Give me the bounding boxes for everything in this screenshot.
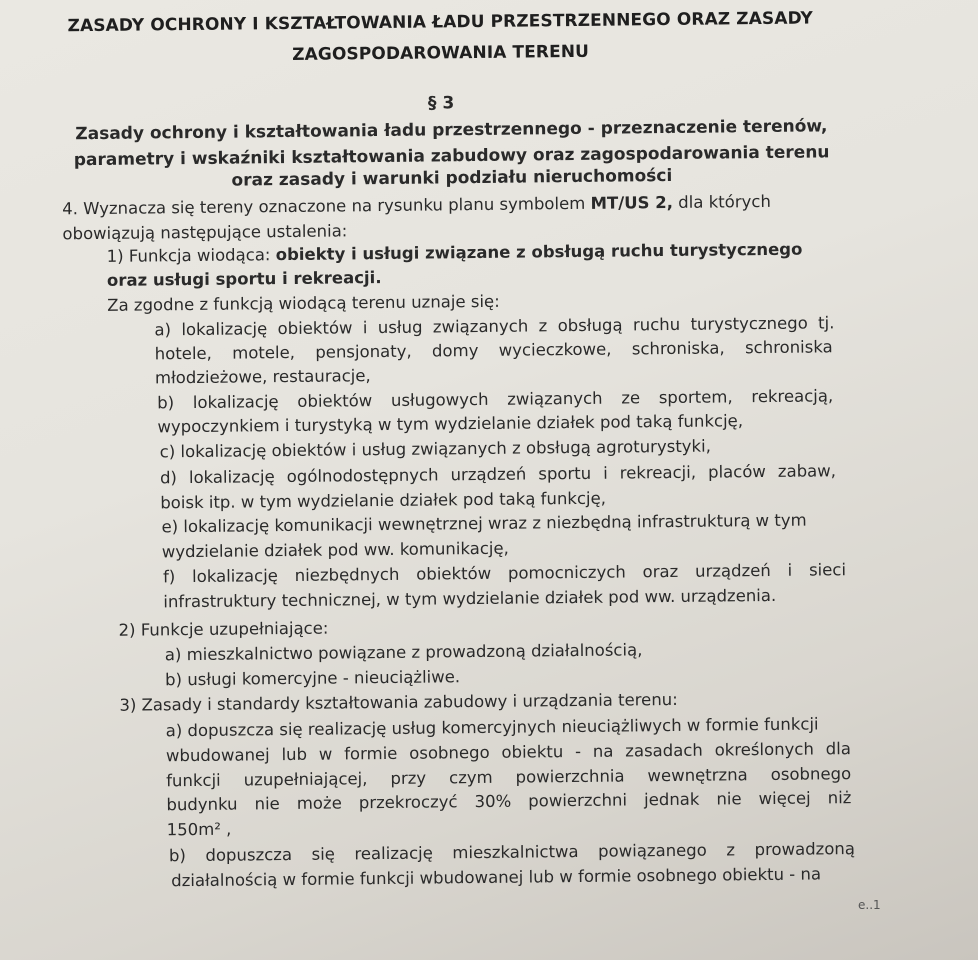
item1-e-line1: e) lokalizację komunikacji wewnętrznej wraz z niezbędną infrastrukturą w tym [161,510,807,537]
item1-intro: Za zgodne z funkcją wiodącą terenu uznaje się: [107,291,500,315]
point4-suffix: dla których [672,191,771,212]
section-title-line2: parametry i wskaźniki kształtowania zabudowy oraz zagospodarowania terenu [73,142,830,171]
item1-f-line2: infrastruktury technicznej, w tym wydzielanie działek pod ww. urządzenia. [163,585,777,612]
item1-a-line1: a) lokalizację obiektów i usług związanych z obsługą ruchu turystycznego tj. [154,313,835,340]
item3-b-line1: b) dopuszcza się realizację mieszkalnictwa powiązanego z prowadzoną [168,839,856,866]
item3-a-line4: budynku nie może przekroczyć 30% powierzchni jednak nie więcej niż [166,788,852,815]
item1-c-line1: c) lokalizację obiektów i usług związanych z obsługą agroturystyki, [159,436,711,462]
section-title-line1: Zasady ochrony i kształtowania ładu przestrzennego - przeznaczenie terenów, [75,116,828,145]
document-heading-line1: ZASADY OCHRONY I KSZTAŁTOWANIA ŁADU PRZESTRZENNEGO ORAZ ZASADY [67,8,814,37]
item3-a-line1: a) dopuszcza się realizację usług komercyjnych nieuciążliwych w formie funkcji [165,714,819,741]
item1-f-line1: f) lokalizację niezbędnych obiektów pomocniczych oraz urządzeń i sieci [162,560,847,587]
point4-line1 [62,191,832,218]
page-number-mark: e..1 [858,898,881,912]
item3-a-line3: funkcji uzupełniającej, przy czym powierzchnia wewnętrzna osobnego [166,764,852,791]
item1-bold-line2: oraz usługi sportu i rekreacji. [106,268,382,290]
item3-a-line5: 150m² , [166,819,232,840]
point4-prefix: 4. Wyznacza się tereny oznaczone na rysunku planu symbolem [62,193,591,219]
item2-a: a) mieszkalnictwo powiązane z prowadzoną działalnością, [164,640,643,665]
item1-b-line1: b) lokalizację obiektów usługowych związanych ze sportem, rekreacją, [157,386,834,413]
section-symbol: § 3 [427,93,455,114]
item1-a-line3: młodzieżowe, restauracje, [154,366,371,388]
point4-line2: obowiązują następujące ustalenia: [62,221,348,244]
item2-b: b) usługi komercyjne - nieuciążliwe. [165,667,461,690]
item3-a-line2: wbudowanej lub w formie osobnego obiektu - na zasadach określonych dla [165,739,851,766]
item1-line1 [107,240,803,266]
item1-prefix: 1) Funkcja wiodąca: [106,245,276,266]
item1-a-line2: hotele, motele, pensjonaty, domy wycieczkowe, schroniska, schroniska [154,337,833,364]
item1-b-line2: wypoczynkiem i turystyką w tym wydzielanie działek pod taką funkcję, [157,411,744,437]
item1-bold-line1: obiekty i usługi związane z obsługą ruchu turystycznego [275,239,803,265]
item1-e-line2: wydzielanie działek pod ww. komunikację, [161,538,509,562]
item3-heading: 3) Zasady i standardy kształtowania zabudowy i urządzania terenu: [119,689,678,715]
section-title-line3: oraz zasady i warunki podziału nieruchomości [231,165,673,191]
item1-line2 [107,268,382,290]
document-heading-line2: ZAGOSPODAROWANIA TERENU [292,41,590,65]
point4-symbol: MT/US 2, [590,192,674,213]
item2-heading: 2) Funkcje uzupełniające: [118,618,329,640]
item1-d-line2: boisk itp. w tym wydzielanie działek pod taką funkcję, [160,488,607,513]
item3-b-line2: działalnością w formie funkcji wbudowanej lub w formie osobnego obiektu - na [171,864,822,891]
item1-d-line1: d) lokalizację ogólnodostępnych urządzeń sportu i rekreacji, placów zabaw, [159,461,837,488]
